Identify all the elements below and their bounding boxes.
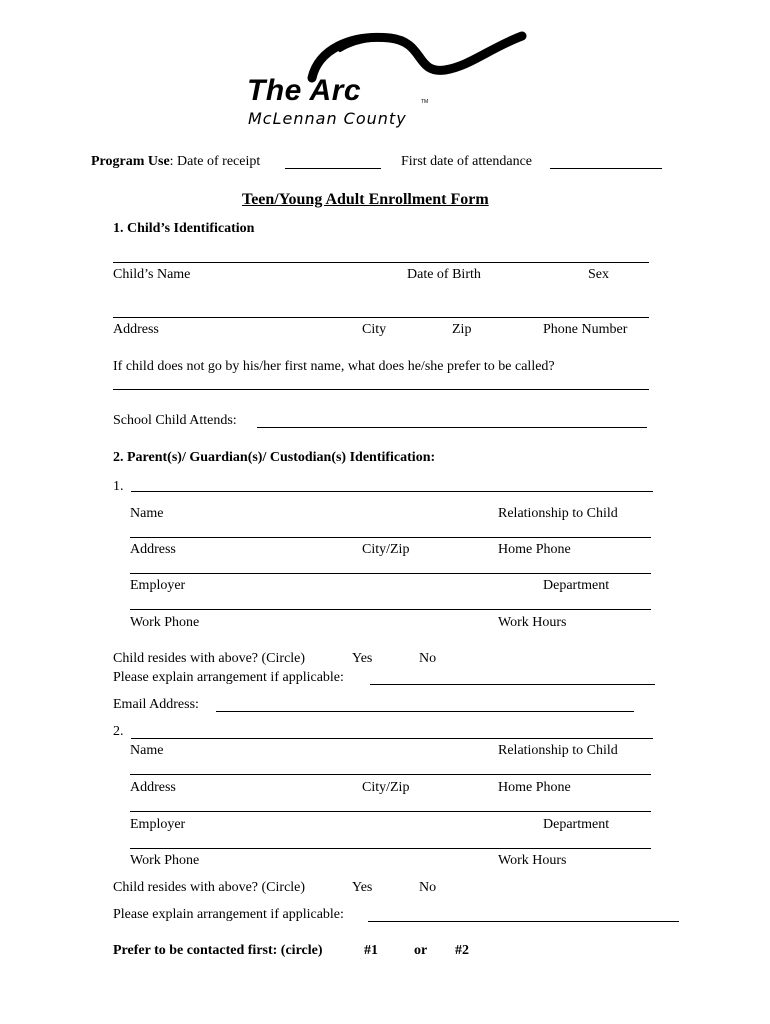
parent2-city-zip-label: City/Zip xyxy=(362,780,410,795)
parent1-department-label: Department xyxy=(543,578,610,593)
parent2-address-field[interactable] xyxy=(130,774,651,775)
program-use-row xyxy=(91,155,260,169)
parent2-home-phone-label: Home Phone xyxy=(498,780,571,795)
first-date-attendance-field[interactable] xyxy=(550,168,662,169)
parent1-resides-label: Child resides with above? (Circle) xyxy=(113,651,306,666)
contact-option-2[interactable]: #2 xyxy=(455,943,469,958)
parent1-work-phone-label: Work Phone xyxy=(130,615,200,630)
parent1-address-field[interactable] xyxy=(130,537,651,538)
section1-heading: 1. Child’s Identification xyxy=(113,221,255,236)
parent2-name-label: Name xyxy=(130,743,164,758)
zip-label: Zip xyxy=(452,322,472,337)
parent2-work-phone-label: Work Phone xyxy=(130,853,200,868)
address-label: Address xyxy=(113,322,159,337)
email-field[interactable] xyxy=(216,711,634,712)
first-date-attendance-label: First date of attendance xyxy=(401,154,533,169)
parent2-name-field[interactable] xyxy=(131,738,653,739)
childs-name-label: Child’s Name xyxy=(113,267,191,282)
form-title: Teen/Young Adult Enrollment Form xyxy=(242,191,489,208)
school-field[interactable] xyxy=(257,427,647,428)
parent1-work-hours-label: Work Hours xyxy=(498,615,567,630)
parent2-number: 2. xyxy=(113,724,124,739)
parent1-employer-label: Employer xyxy=(130,578,186,593)
parent2-employer-label: Employer xyxy=(130,817,186,832)
parent1-name-field[interactable] xyxy=(131,491,653,492)
preferred-name-question: If child does not go by his/her first name, what does he/she prefer to be called? xyxy=(113,359,555,374)
contact-option-1[interactable]: #1 xyxy=(364,943,378,958)
parent2-work-field[interactable] xyxy=(130,848,651,849)
parent2-no-option[interactable]: No xyxy=(419,880,437,895)
parent2-work-hours-label: Work Hours xyxy=(498,853,567,868)
parent1-explain-field[interactable] xyxy=(370,684,655,685)
school-label: School Child Attends: xyxy=(113,413,237,428)
parent2-employer-field[interactable] xyxy=(130,811,651,812)
date-of-birth-label: Date of Birth xyxy=(407,267,481,282)
parent2-yes-option[interactable]: Yes xyxy=(352,880,373,895)
logo-trademark: TM xyxy=(421,99,429,105)
parent1-employer-field[interactable] xyxy=(130,573,651,574)
parent1-no-option[interactable]: No xyxy=(419,651,437,666)
parent1-name-label: Name xyxy=(130,506,164,521)
date-of-receipt-field[interactable] xyxy=(285,168,381,169)
parent2-address-label: Address xyxy=(130,780,176,795)
parent1-address-label: Address xyxy=(130,542,176,557)
sex-label: Sex xyxy=(588,267,609,282)
city-label: City xyxy=(362,322,387,337)
parent2-explain-field[interactable] xyxy=(368,921,679,922)
parent1-number: 1. xyxy=(113,479,124,494)
logo-subtitle: McLennan County xyxy=(248,109,407,128)
parent2-department-label: Department xyxy=(543,817,610,832)
contact-or-text: or xyxy=(414,943,428,958)
parent2-relationship-label: Relationship to Child xyxy=(498,743,618,758)
logo-title: The Arc xyxy=(247,74,362,107)
parent2-resides-label: Child resides with above? (Circle) xyxy=(113,880,306,895)
parent1-work-field[interactable] xyxy=(130,609,651,610)
preferred-name-field[interactable] xyxy=(113,389,649,390)
parent1-yes-option[interactable]: Yes xyxy=(352,651,373,666)
program-use-label: Program Use xyxy=(91,154,170,169)
contact-pref-label: Prefer to be contacted first: (circle) xyxy=(113,943,323,958)
parent1-relationship-label: Relationship to Child xyxy=(498,506,618,521)
email-label: Email Address: xyxy=(113,697,199,712)
parent2-explain-label: Please explain arrangement if applicable: xyxy=(113,907,344,922)
section2-heading: 2. Parent(s)/ Guardian(s)/ Custodian(s) Identification: xyxy=(113,450,436,465)
parent1-city-zip-label: City/Zip xyxy=(362,542,410,557)
child-name-dob-sex-field[interactable] xyxy=(113,262,649,263)
parent1-home-phone-label: Home Phone xyxy=(498,542,571,557)
date-of-receipt-label: : Date of receipt xyxy=(169,154,261,169)
address-city-zip-phone-field[interactable] xyxy=(113,317,649,318)
phone-number-label: Phone Number xyxy=(543,322,628,337)
parent1-explain-label: Please explain arrangement if applicable: xyxy=(113,670,344,685)
